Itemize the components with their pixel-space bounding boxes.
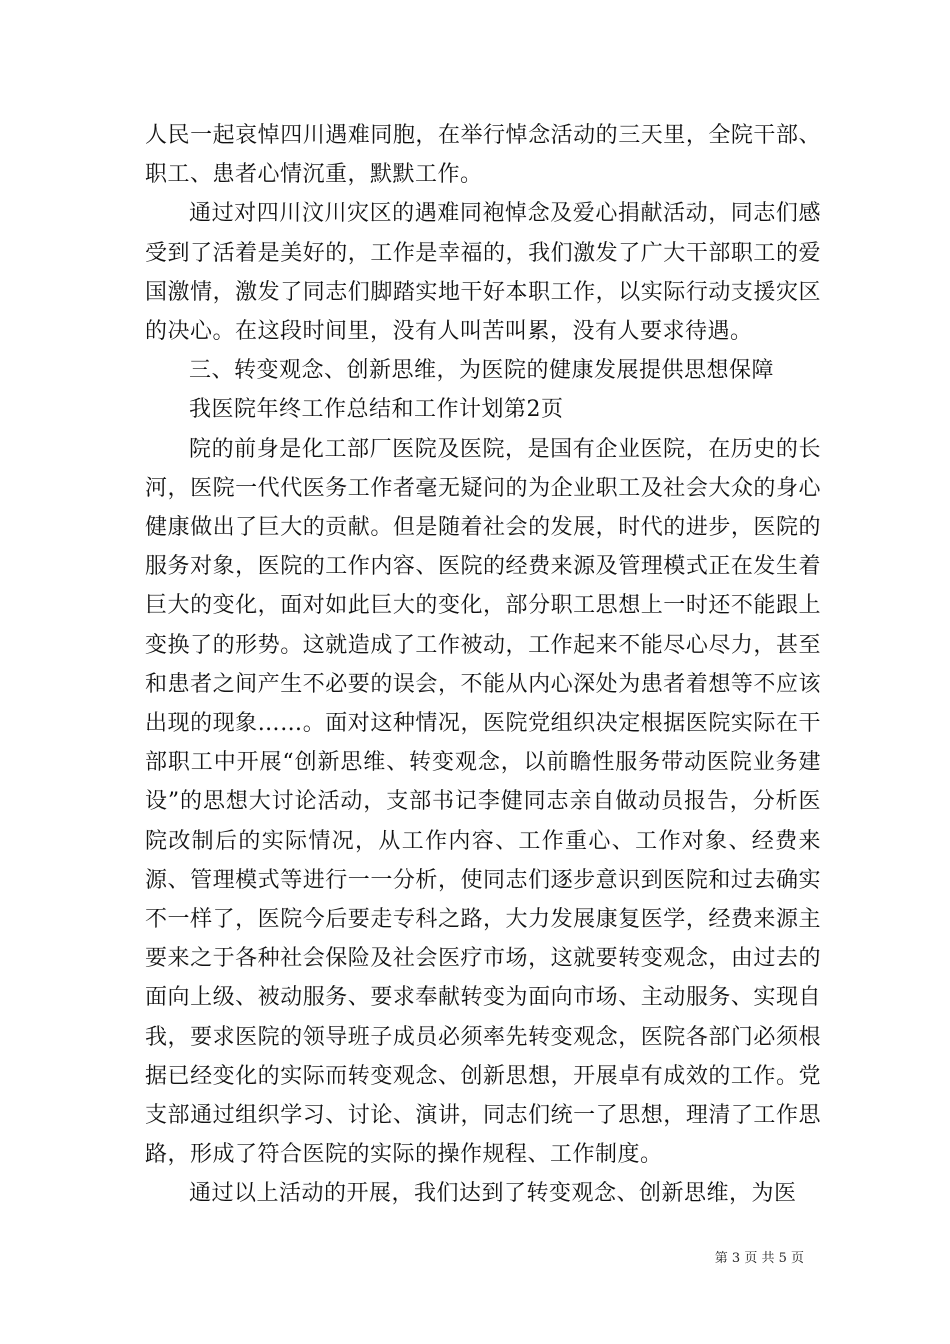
section-heading: 三、转变观念、创新思维，为医院的健康发展提供思想保障: [189, 358, 775, 384]
paragraph-hospital-history: 院的前身是化工部厂医院及医院，是国有企业医院，在历史的长河，医院一代代医务工作者毫无疑问的为企业职工及社会大众的身心健康做出了巨大的贡献。但是随着社会的发展，时代的进步，医院的服务对象，医院的工作内容、医院的经费来源及管理模式正在发生着巨大的变化，面对如此巨大的变化，部分职工思想上一时还不能跟上变换了的形势。这就造成了工作被动，工作起来不能尽心尽力，甚至和患者之间产生不必要的误会，不能从内心深处为患者着想等不应该出现的现象……。面对这种情况，医院党组织决定根据医院实际在干部职工中开展“创新思维、转变观念，以前瞻性服务带动医院业务建设”的思想大讨论活动，支部书记李健同志亲自做动员报告，分析医院改制后的实际情况，从工作内容、工作重心、工作对象、经费来源、管理模式等进行一一分析，使同志们逐步意识到医院和过去确实不一样了，医院今后要走专科之路，大力发展康复医学，经费来源主要来之于各种社会保险及社会医疗市场，这就要转变观念，由过去的面向上级、被动服务、要求奉献转变为面向市场、主动服务、实现自我，要求医院的领导班子成员必须率先转变观念，医院各部门必须根据已经变化的实际而转变观念、创新思想，开展卓有成效的工作。党支部通过组织学习、讨论、演讲，同志们统一了思想，理清了工作思路，形成了符合医院的实际的操作规程、工作制度。: [145, 436, 821, 1168]
page-heading-line: 我医院年终工作总结和工作计划第2页: [189, 397, 564, 423]
page-number-footer: 第 3 页 共 5 页: [714, 1251, 804, 1266]
paragraph-conclusion: 通过以上活动的开展，我们达到了转变观念、创新思维，为医: [189, 1181, 797, 1207]
paragraph-continuation: 人民一起哀悼四川遇难同胞，在举行悼念活动的三天里，全院干部、职工、患者心情沉重，默默工作。: [145, 123, 821, 188]
paragraph-disaster-relief: 通过对四川汶川灾区的遇难同袍悼念及爱心捐献活动，同志们感受到了活着是美好的，工作是幸福的，我们激发了广大干部职工的爱国激情，激发了同志们脚踏实地干好本职工作，以实际行动支援灾区的决心。在这段时间里，没有人叫苦叫累，没有人要求待遇。: [145, 201, 821, 345]
document-body: [145, 116, 821, 1214]
